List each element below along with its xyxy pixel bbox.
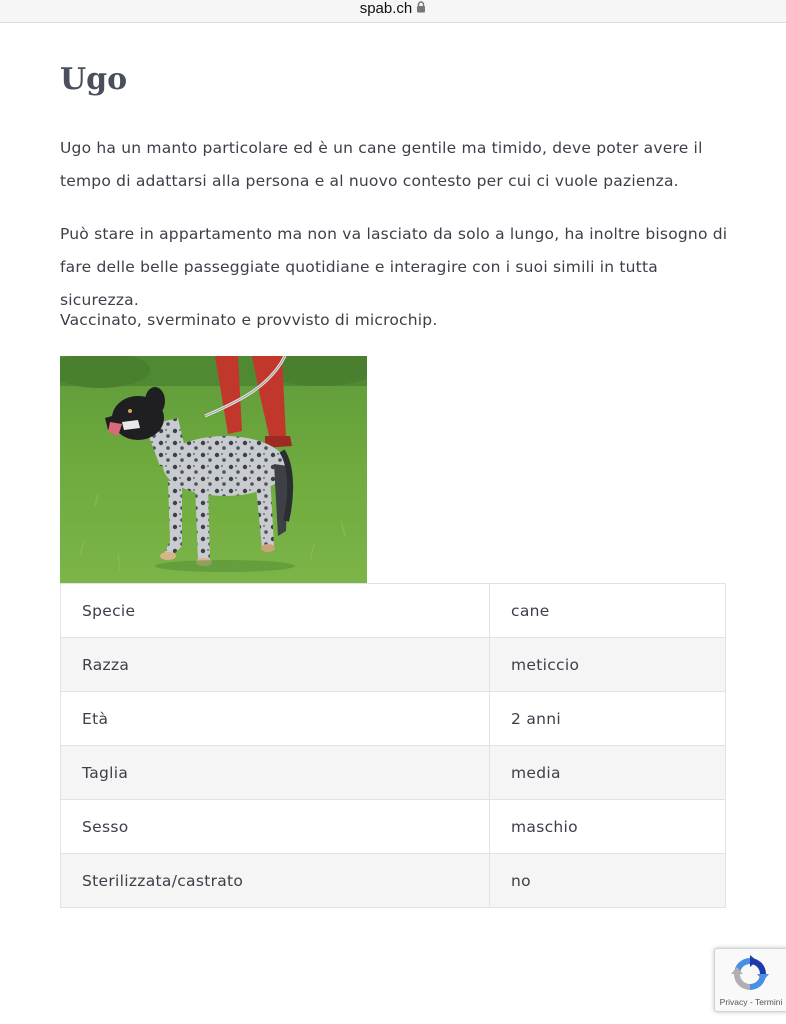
recaptcha-links	[715, 997, 786, 1007]
terms-link[interactable]: Termini	[754, 997, 783, 1007]
detail-label: Taglia	[61, 746, 490, 800]
privacy-link[interactable]: Privacy	[719, 997, 748, 1007]
recaptcha-icon	[731, 955, 769, 993]
table-row	[61, 584, 726, 638]
detail-value: meticcio	[490, 638, 726, 692]
details-table	[60, 583, 726, 908]
recaptcha-badge[interactable]	[714, 948, 786, 1012]
detail-value: maschio	[490, 800, 726, 854]
lock-icon	[416, 1, 426, 13]
detail-value: no	[490, 854, 726, 908]
address-bar[interactable]	[0, 0, 786, 23]
detail-value: cane	[490, 584, 726, 638]
description-paragraph: Vaccinato, sverminato e provvisto di microchip.	[60, 311, 438, 329]
dog-photo	[60, 356, 367, 583]
detail-label: Specie	[61, 584, 490, 638]
detail-label: Sterilizzata/castrato	[61, 854, 490, 908]
detail-value: 2 anni	[490, 692, 726, 746]
detail-label: Età	[61, 692, 490, 746]
table-row	[61, 800, 726, 854]
table-row	[61, 854, 726, 908]
table-row	[61, 692, 726, 746]
link-separator: -	[747, 997, 755, 1007]
table-row	[61, 638, 726, 692]
page-title: Ugo	[60, 62, 128, 97]
description-paragraph: Può stare in appartamento ma non va lasciato da solo a lungo, ha inoltre bisogno di fare delle belle passeggiate quotidiane e interagire con i suoi simili in tutta sicurezza.	[60, 225, 728, 309]
detail-value: media	[490, 746, 726, 800]
detail-label: Razza	[61, 638, 490, 692]
table-row	[61, 746, 726, 800]
description-paragraph: Ugo ha un manto particolare ed è un cane gentile ma timido, deve poter avere il tempo di adattarsi alla persona e al nuovo contesto per cui ci vuole pazienza.	[60, 139, 703, 190]
url-domain: spab.ch	[359, 0, 413, 17]
detail-label: Sesso	[61, 800, 490, 854]
